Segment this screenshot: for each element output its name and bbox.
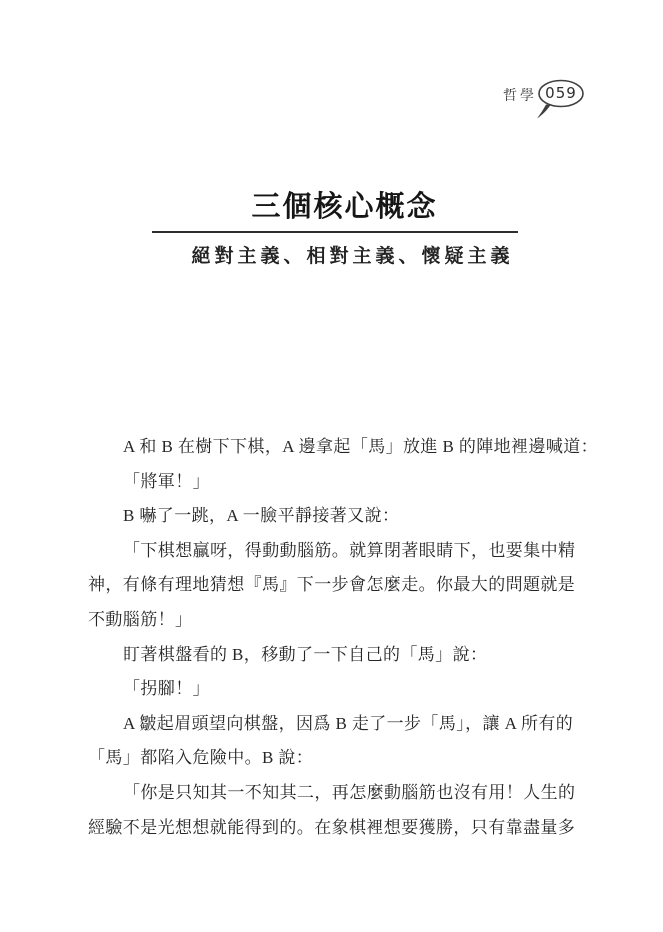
- body-text: [88, 430, 599, 845]
- text-line: 「將軍！」: [123, 471, 210, 491]
- text-line: 「你是只知其一不知其二，再怎麼動腦筋也沒有用！人生的: [123, 782, 576, 802]
- text-line: 「下棋想贏呀，得動動腦筋。就算閉著眼睛下，也要集中精: [123, 540, 576, 560]
- chapter-title: 三個核心概念: [251, 191, 438, 223]
- text-line: 「馬」都陷入危險中。B 說：: [88, 748, 314, 768]
- chapter-subtitle: 絕對主義、相對主義、懷疑主義: [191, 245, 514, 267]
- text-line: A 皺起眉頭望向棋盤，因爲 B 走了一步「馬」，讓 A 所有的: [123, 713, 574, 733]
- section-label: 哲學: [503, 89, 537, 104]
- text-line: 不動腦筋！」: [88, 609, 193, 629]
- text-line: 神，有條有理地猜想『馬』下一步會怎麼走。你最大的問題就是: [88, 575, 576, 595]
- text-line: 「拐腳！」: [123, 679, 210, 699]
- page-number-bubble: [536, 79, 588, 123]
- text-line: 經驗不是光想想就能得到的。在象棋裡想要獲勝，只有靠盡量多: [88, 817, 576, 837]
- text-line: 盯著棋盤看的 B，移動了一下自己的「馬」說：: [123, 644, 488, 664]
- page-number: 059: [545, 84, 577, 102]
- text-line: B 嚇了一跳，A 一臉平靜接著又說：: [123, 506, 400, 526]
- text-line: A 和 B 在樹下下棋，A 邊拿起「馬」放進 B 的陣地裡邊喊道：: [123, 437, 599, 456]
- title-underline: [152, 231, 518, 233]
